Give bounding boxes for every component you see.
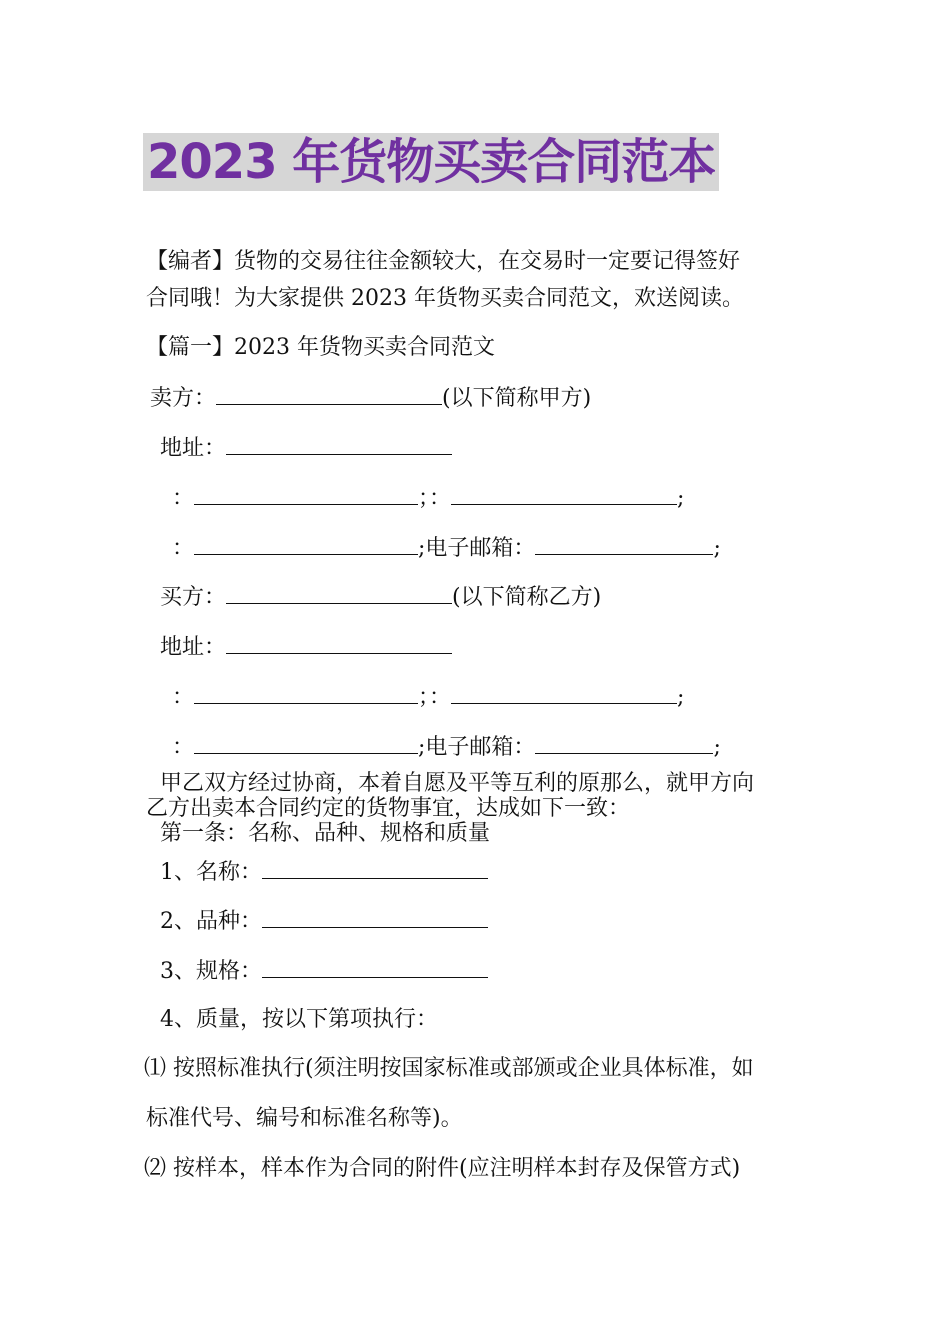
buyer-colon-1: ： (172, 685, 195, 710)
buyer-email-blank[interactable] (535, 733, 713, 754)
agreement-line-1: 甲乙双方经过协商，本着自愿及平等互利的原那么，就甲方向 (160, 771, 755, 796)
seller-line (150, 384, 591, 412)
buyer-suffix: (以下简称乙方) (452, 585, 602, 610)
seller-semicolon-2: ; (677, 486, 685, 511)
buyer-fax-blank[interactable] (451, 683, 677, 704)
item-name-blank[interactable] (262, 858, 488, 879)
article1-item-quality: 4、质量，按以下第项执行： (160, 1007, 438, 1032)
intro-line-2: 合同哦！为大家提供 2023 年货物买卖合同范文，欢送阅读。 (146, 286, 744, 311)
buyer-colon-3: ： (172, 735, 195, 760)
agreement-line-2: 乙方出卖本合同约定的货物事宜，达成如下一致： (146, 796, 631, 821)
buyer-phone-blank[interactable] (194, 683, 418, 704)
buyer-email-end: ; (713, 735, 721, 760)
seller-phone-blank[interactable] (194, 484, 418, 505)
seller-colon-1: ： (172, 486, 195, 511)
seller-address-blank[interactable] (226, 434, 452, 455)
buyer-email-label: ;电子邮箱： (418, 735, 536, 760)
item-spec-label: 3、规格： (160, 959, 262, 984)
seller-colon-3: ： (172, 536, 195, 561)
section-heading: 【篇一】2023 年货物买卖合同范文 (146, 335, 495, 360)
seller-address-label: 地址： (160, 436, 227, 461)
seller-email-end: ; (713, 536, 721, 561)
document-title: 2023 年货物买卖合同范本 (143, 133, 719, 191)
buyer-colon-2: ： (429, 685, 452, 710)
buyer-postcode-blank[interactable] (194, 733, 418, 754)
intro-line-1: 【编者】货物的交易往往金额较大，在交易时一定要记得签好 (146, 249, 741, 274)
buyer-label: 买方： (160, 585, 227, 610)
buyer-address-blank[interactable] (226, 633, 452, 654)
buyer-name-blank[interactable] (226, 583, 452, 604)
item-spec-blank[interactable] (262, 957, 488, 978)
buyer-address-label: 地址： (160, 635, 227, 660)
seller-name-blank[interactable] (216, 384, 442, 405)
buyer-email-line (172, 733, 721, 761)
seller-email-line (172, 534, 721, 562)
article1-heading: 第一条：名称、品种、规格和质量 (160, 821, 491, 846)
quality-option-1-line-1: ⑴ 按照标准执行(须注明按国家标准或部颁或企业具体标准，如 (144, 1056, 754, 1081)
seller-email-label: ;电子邮箱： (418, 536, 536, 561)
quality-option-1-line-2: 标准代号、编号和标准名称等)。 (146, 1106, 463, 1131)
buyer-contact-line (172, 683, 684, 711)
seller-label: 卖方： (150, 386, 217, 411)
seller-postcode-blank[interactable] (194, 534, 418, 555)
quality-option-2: ⑵ 按样本，样本作为合同的附件(应注明样本封存及保管方式) (144, 1156, 741, 1181)
seller-semicolon-1: ； (418, 486, 430, 511)
item-variety-blank[interactable] (262, 907, 488, 928)
seller-email-blank[interactable] (535, 534, 713, 555)
article1-item-variety (160, 907, 488, 935)
seller-address-line (160, 434, 452, 462)
seller-fax-blank[interactable] (451, 484, 677, 505)
seller-contact-line (172, 484, 684, 512)
article1-item-spec (160, 957, 488, 985)
item-name-label: 1、名称： (160, 860, 262, 885)
buyer-address-line (160, 633, 452, 661)
seller-colon-2: ： (429, 486, 452, 511)
buyer-semicolon-2: ; (677, 685, 685, 710)
buyer-line (160, 583, 601, 611)
seller-suffix: (以下简称甲方) (442, 386, 592, 411)
buyer-semicolon-1: ； (418, 685, 430, 710)
item-variety-label: 2、品种： (160, 909, 262, 934)
article1-item-name (160, 858, 488, 886)
